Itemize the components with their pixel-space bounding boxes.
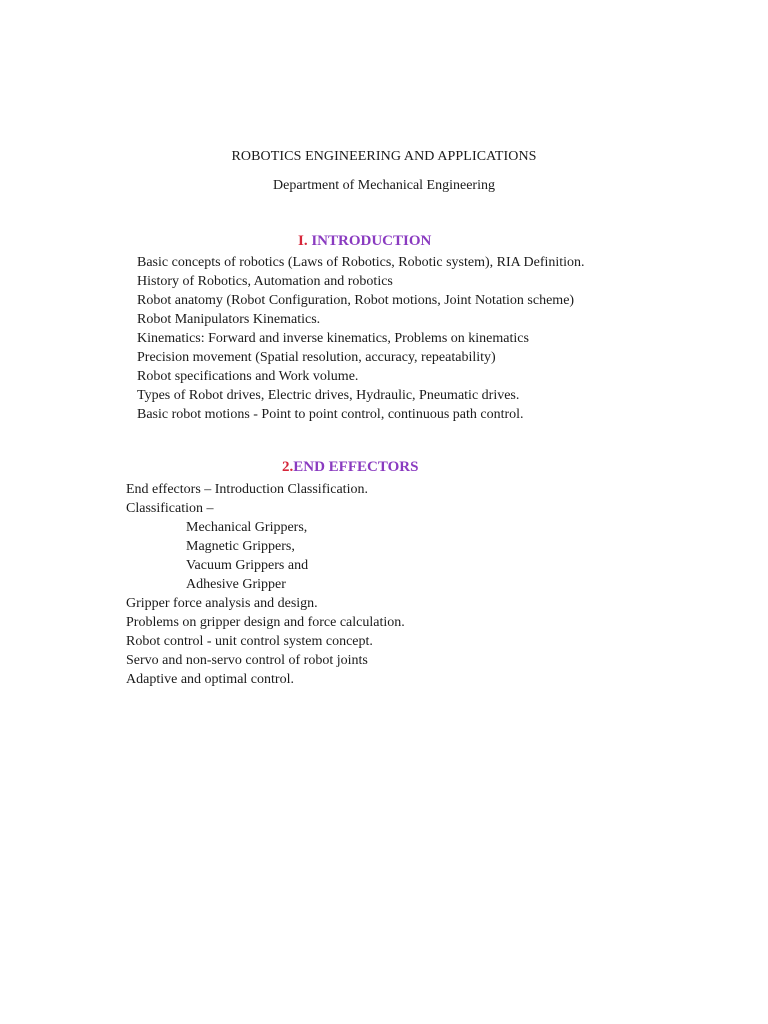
section-heading-introduction (298, 233, 431, 250)
end-effectors-topics (126, 480, 405, 689)
sub-topic-line: Adhesive Gripper (186, 577, 286, 592)
topic-line: Robot control - unit control system concept. (126, 634, 373, 649)
introduction-topics (137, 253, 585, 424)
section-title: INTRODUCTION (311, 233, 432, 249)
topic-line: History of Robotics, Automation and robotics (137, 274, 393, 289)
department-name: Department of Mechanical Engineering (273, 178, 495, 193)
section-number: 2. (282, 459, 294, 475)
section-number: I. (298, 233, 308, 249)
topic-line: Robot anatomy (Robot Configuration, Robot motions, Joint Notation scheme) (137, 293, 575, 308)
section-title: END EFFECTORS (293, 459, 419, 475)
section-heading-end-effectors (282, 459, 418, 476)
topic-line: Servo and non-servo control of robot joints (126, 653, 368, 668)
topic-line: End effectors – Introduction Classification. (126, 482, 368, 497)
document-title: ROBOTICS ENGINEERING AND APPLICATIONS (231, 149, 537, 164)
topic-line: Robot Manipulators Kinematics. (137, 312, 321, 327)
topic-line: Problems on gripper design and force calculation. (126, 615, 405, 630)
sub-topic-line: Mechanical Grippers, (186, 520, 308, 535)
topic-line: Gripper force analysis and design. (126, 596, 318, 611)
topic-line: Types of Robot drives, Electric drives, Hydraulic, Pneumatic drives. (137, 388, 520, 403)
topic-line: Classification – (126, 501, 214, 516)
topic-line: Kinematics: Forward and inverse kinematics, Problems on kinematics (137, 331, 529, 346)
topic-line: Basic concepts of robotics (Laws of Robotics, Robotic system), RIA Definition. (137, 255, 585, 270)
topic-line: Basic robot motions - Point to point control, continuous path control. (137, 407, 524, 422)
sub-topic-line: Magnetic Grippers, (186, 539, 295, 554)
topic-line: Precision movement (Spatial resolution, accuracy, repeatability) (137, 350, 496, 365)
topic-line: Adaptive and optimal control. (126, 672, 294, 687)
sub-topic-line: Vacuum Grippers and (186, 558, 309, 573)
topic-line: Robot specifications and Work volume. (137, 369, 359, 384)
